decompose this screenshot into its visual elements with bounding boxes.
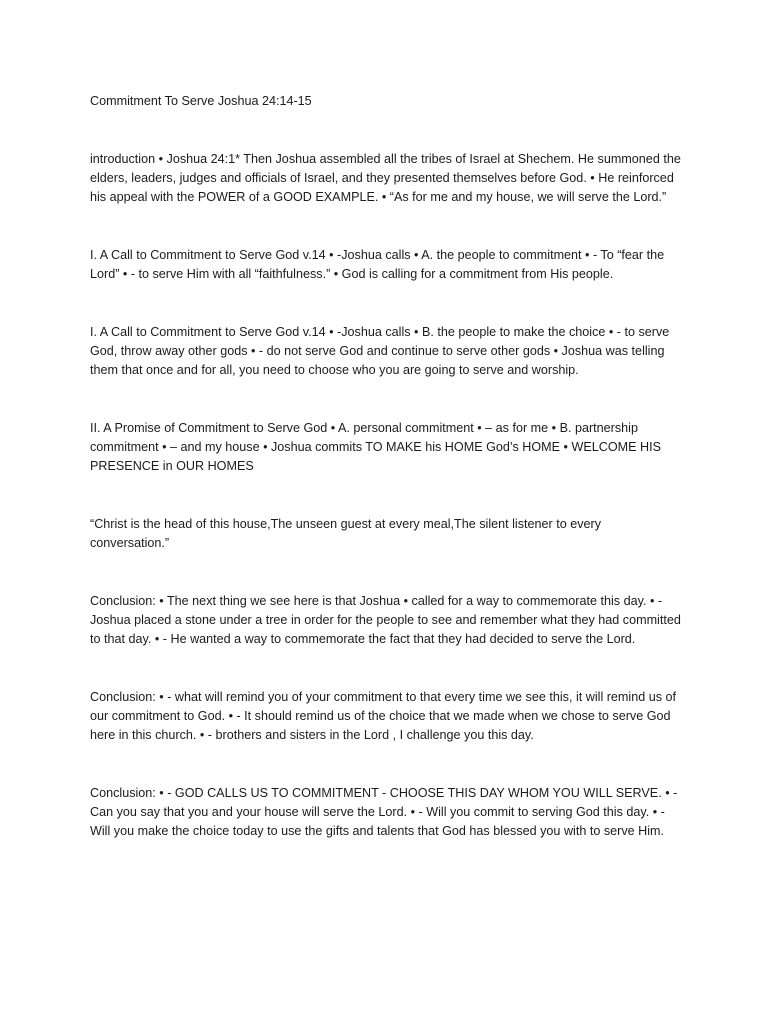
- paragraph-quote: “Christ is the head of this house,The unseen guest at every meal,The silent listener to every conversation.”: [90, 517, 602, 550]
- paragraph-call-to-commitment-b: I. A Call to Commitment to Serve God v.14 • -Joshua calls • B. the people to make the choice • - to serve God, throw away other gods • - do not serve God and continue to serve other gods • Joshua was telling them that once and for all, you need to choose who you are going to serve and worship.: [90, 325, 670, 377]
- document-body: [90, 92, 682, 841]
- document-title: Commitment To Serve Joshua 24:14-15: [90, 94, 312, 108]
- paragraph-conclusion-1: Conclusion: • The next thing we see here is that Joshua • called for a way to commemorate this day. • - Joshua placed a stone under a tree in order for the people to see and remember what they had committed to that day. • - He wanted a way to commemorate the fact that they had decided to serve the Lord.: [90, 594, 681, 646]
- paragraph-conclusion-2: Conclusion: • - what will remind you of your commitment to that every time we see this, it will remind us of our commitment to God. • - It should remind us of the choice that we made when we chose to serve God here in this church. • - brothers and sisters in the Lord , I challenge you this day.: [90, 690, 677, 742]
- paragraph-conclusion-3: Conclusion: • - GOD CALLS US TO COMMITMENT - CHOOSE THIS DAY WHOM YOU WILL SERVE. • - Can you say that you and your house will serve the Lord. • - Will you commit to serving God this day. • - Will you make the choice today to use the gifts and talents that God has blessed you with to serve Him.: [90, 786, 678, 838]
- paragraph-introduction: introduction • Joshua 24:1* Then Joshua assembled all the tribes of Israel at Shechem. He summoned the elders, leaders, judges and officials of Israel, and they presented themselves before God. • He reinforced his appeal with the POWER of a GOOD EXAMPLE. • “As for me and my house, we will serve the Lord.”: [90, 152, 681, 204]
- paragraph-call-to-commitment-a: I. A Call to Commitment to Serve God v.14 • -Joshua calls • A. the people to commitment • - To “fear the Lord” • - to serve Him with all “faithfulness.” • God is calling for a commitment from His people.: [90, 248, 665, 281]
- paragraph-promise-of-commitment: II. A Promise of Commitment to Serve God • A. personal commitment • – as for me • B. partnership commitment • – and my house • Joshua commits TO MAKE his HOME God’s HOME • WELCOME HIS PRESENCE in OUR HOMES: [90, 421, 662, 473]
